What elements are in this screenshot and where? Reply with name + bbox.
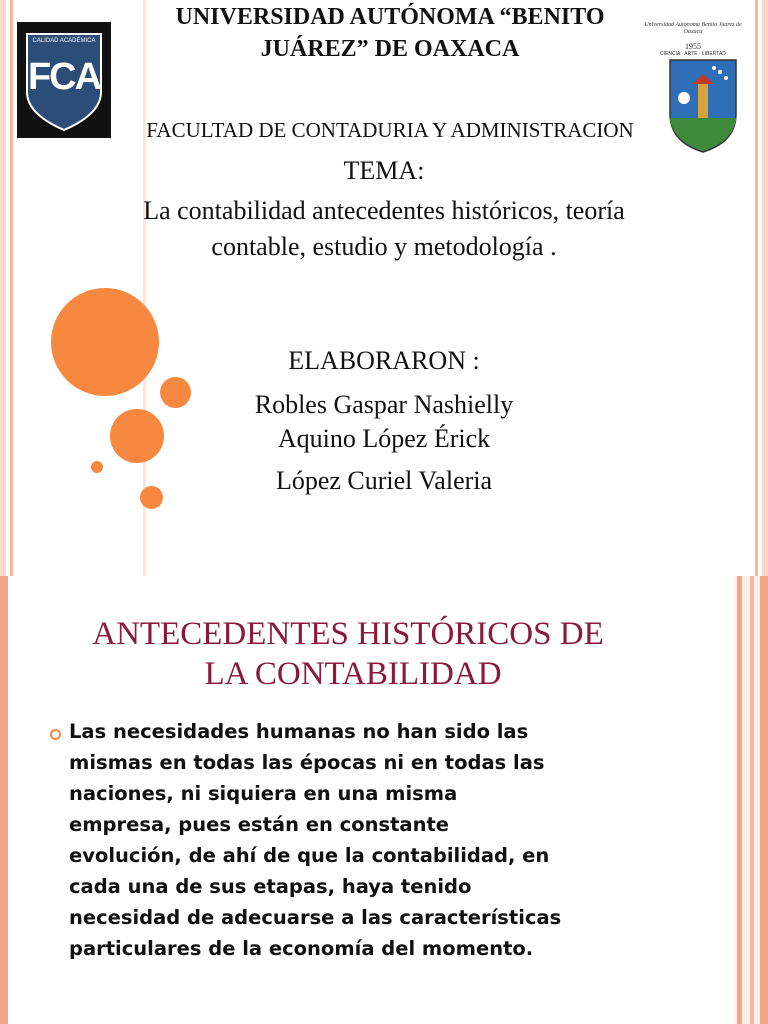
bullet-line: cada una de sus etapas, haya tenido — [69, 875, 472, 898]
university-name-line2: JUÁREZ” DE OAXACA — [260, 36, 520, 62]
fca-logo-text: FCA — [27, 56, 101, 98]
slide2-right-stripe-1 — [737, 576, 742, 1024]
slide2-left-stripe — [0, 576, 8, 1024]
bullet-line: mismas en todas las épocas ni en todas las — [69, 751, 545, 774]
bullet-line: naciones, ni siquiera en una misma — [69, 782, 458, 805]
fca-logo-subtext: CALIDAD ACADÉMICA — [32, 38, 96, 44]
university-name-line1: UNIVERSIDAD AUTÓNOMA “BENITO — [175, 4, 605, 30]
authors-label: ELABORARON : — [288, 346, 480, 375]
bullet-line: empresa, pues están en constante — [69, 813, 450, 836]
bullet-icon — [50, 729, 61, 740]
bullet-line: particulares de la economía del momento. — [69, 937, 534, 960]
slide2-title-line2: LA CONTABILIDAD — [204, 656, 502, 692]
bullet-paragraph — [69, 716, 729, 964]
topic-line1: La contabilidad antecedentes históricos, teoría — [143, 196, 625, 225]
fca-logo — [17, 22, 111, 138]
slide2-right-stripe-3 — [760, 576, 768, 1024]
slide2-title-line1: ANTECEDENTES HISTÓRICOS DE — [92, 616, 604, 652]
seal-motto: CIENCIA · ARTE · LIBERTAD — [660, 51, 726, 57]
seal-text-top: Universidad Autónoma Benito Juárez de Oaxaca — [644, 22, 742, 35]
slide-antecedentes — [0, 576, 768, 1024]
seal-year: 1955 — [685, 42, 701, 51]
decor-circle-large — [51, 288, 159, 396]
bullet-line: evolución, de ahí de que la contabilidad, en — [69, 844, 550, 867]
slide2-content — [8, 576, 734, 1024]
bullet-line: necesidad de adecuarse a las características — [69, 906, 562, 929]
author-name-1: Robles Gaspar Nashielly — [254, 390, 514, 419]
author-name-2: Aquino López Érick — [277, 424, 491, 453]
slide2-right-stripe-2 — [750, 576, 754, 1024]
topic-line2: contable, estudio y metodología . — [211, 232, 557, 261]
author-name-3: López Curiel Valeria — [275, 466, 493, 495]
tema-label: TEMA: — [343, 156, 425, 185]
faculty-name: FACULTAD DE CONTADURIA Y ADMINISTRACION — [146, 118, 634, 142]
bullet-line: Las necesidades humanas no han sido las — [69, 720, 529, 743]
